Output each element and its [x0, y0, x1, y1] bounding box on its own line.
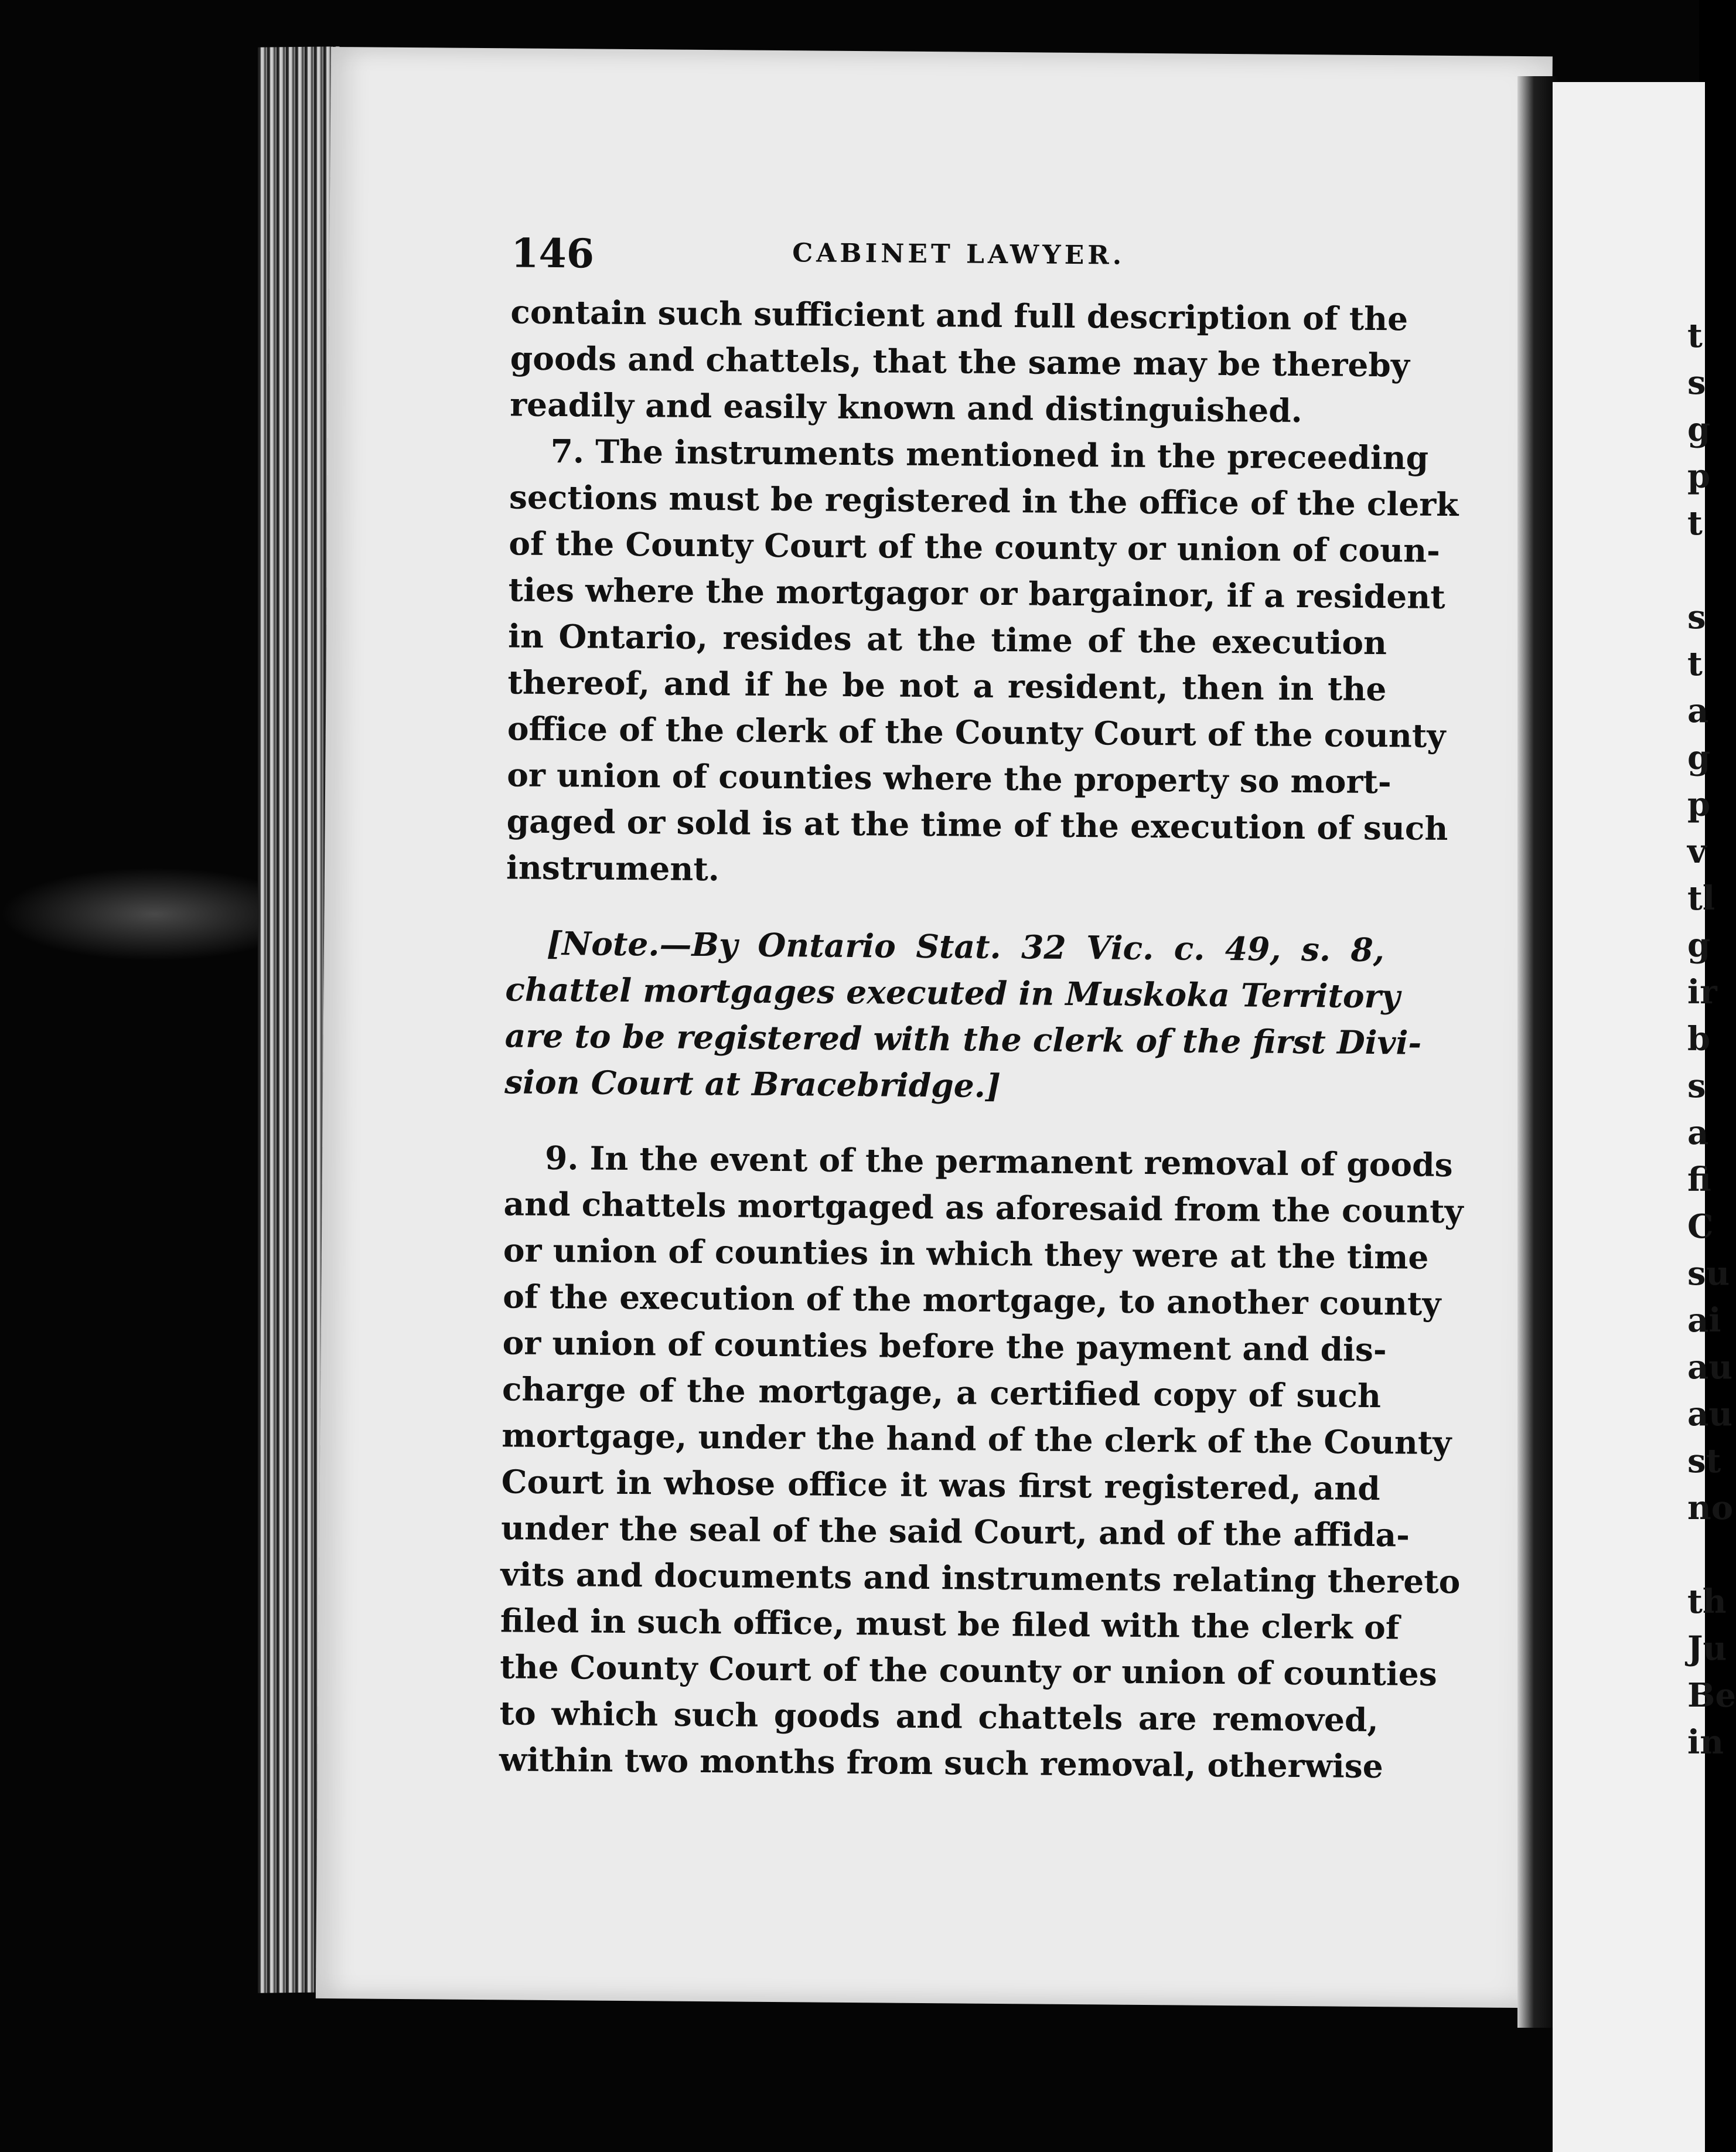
- facing-page-fragment: g: [1687, 926, 1711, 965]
- text-line: charge of the mortgage, a certified copy of such: [502, 1370, 1382, 1415]
- text-line: or union of counties in which they were at the time: [503, 1231, 1429, 1276]
- text-line: [Note.—By Ontario Stat. 32 Vic. c. 49, s. 8,: [546, 924, 1385, 969]
- text-line: to which such goods and chattels are removed,: [499, 1694, 1379, 1739]
- text-line: chattel mortgages executed in Muskoka Territory: [505, 970, 1400, 1016]
- text-line: 7. The instruments mentioned in the preceeding: [550, 431, 1429, 477]
- facing-page-fragment: g: [1687, 738, 1711, 777]
- facing-page-fragment: s: [1687, 363, 1706, 402]
- text-line: under the seal of the said Court, and of the affida-: [500, 1509, 1410, 1554]
- text-line: readily and easily known and distinguished.: [509, 385, 1303, 430]
- text-line: filed in such office, must be filed with the clerk of: [500, 1601, 1400, 1647]
- left-page: [316, 47, 1553, 2008]
- text-line: in Ontario, resides at the time of the execution: [507, 617, 1387, 662]
- facing-page-fragment: t: [1687, 645, 1703, 683]
- text-line: vits and documents and instruments relating thereto: [500, 1555, 1461, 1601]
- text-line: are to be registered with the clerk of the first Divi-: [504, 1016, 1422, 1062]
- text-line: thereof, and if he be not a resident, then in the: [507, 663, 1387, 709]
- facing-page-fragment: t: [1687, 316, 1703, 355]
- text-line: 9. In the event of the permanent removal of goods: [544, 1138, 1453, 1184]
- facing-page-fragment: ai: [1687, 1301, 1721, 1340]
- facing-page-fragment: st: [1687, 1442, 1721, 1480]
- facing-page-fragment: a: [1687, 692, 1709, 730]
- text-line: contain such sufficient and full description of the: [510, 292, 1408, 338]
- facing-page-fragment: p: [1687, 457, 1711, 496]
- text-line: of the execution of the mortgage, to another county: [503, 1277, 1441, 1323]
- text-line: sion Court at Bracebridge.]: [504, 1063, 1001, 1105]
- text-line: office of the clerk of the County Court of the county: [507, 709, 1446, 755]
- facing-page-fragment: in: [1687, 1723, 1724, 1762]
- facing-page-fragment: a: [1687, 1114, 1709, 1152]
- running-head: CABINET LAWYER.: [792, 238, 1125, 271]
- text-line: sections must be registered in the office of the clerk: [509, 478, 1459, 524]
- facing-page-fragment: s: [1687, 598, 1706, 636]
- facing-page-fragment: Ju: [1687, 1629, 1727, 1668]
- facing-page-edge: [1553, 82, 1736, 2152]
- facing-page-fragment: tl: [1687, 879, 1715, 918]
- text-line: gaged or sold is at the time of the execution of such: [506, 802, 1448, 848]
- facing-page-fragment: ir: [1687, 973, 1717, 1012]
- editorial-note: [504, 920, 1422, 1112]
- facing-page-fragment: su: [1687, 1254, 1730, 1293]
- text-line: ties where the mortgagor or bargainor, if a resident: [508, 570, 1445, 616]
- facing-page-fragment: au: [1687, 1395, 1732, 1433]
- section-7-paragraph: [506, 427, 1459, 897]
- facing-page-fragment: p: [1687, 785, 1711, 824]
- facing-page-fragment: g: [1687, 410, 1711, 449]
- facing-page-fragment: C: [1687, 1207, 1714, 1246]
- text-line: of the County Court of the county or union of coun-: [509, 524, 1441, 570]
- text-line: or union of counties where the property so mort-: [507, 755, 1391, 801]
- facing-page-fragment: no: [1687, 1489, 1734, 1527]
- text-line: the County Court of the county or union of counties: [500, 1647, 1438, 1693]
- text-line: or union of counties before the payment and dis-: [502, 1323, 1387, 1369]
- facing-page-fragment: th: [1687, 1582, 1727, 1621]
- page-header: [511, 224, 1390, 295]
- facing-page-fragment: v: [1687, 832, 1707, 871]
- facing-page-fragment: Be: [1687, 1676, 1736, 1715]
- page-number: 146: [510, 230, 595, 278]
- facing-page-fragment: b: [1687, 1020, 1711, 1058]
- text-line: and chattels mortgaged as aforesaid from the county: [503, 1184, 1464, 1231]
- text-line: instrument.: [506, 848, 720, 888]
- section-9-paragraph: [499, 1134, 1464, 1789]
- page-text-block: [499, 224, 1464, 1789]
- facing-page-fragment: fi: [1687, 1160, 1711, 1199]
- text-line: Court in whose office it was first registered, and: [501, 1462, 1380, 1508]
- text-line: mortgage, under the hand of the clerk of the County: [502, 1416, 1452, 1462]
- facing-page-fragment: au: [1687, 1348, 1732, 1387]
- text-line: within two months from such removal, otherwise: [499, 1740, 1384, 1786]
- facing-page-fragment: s: [1687, 1067, 1706, 1105]
- scan-smudge: [0, 867, 258, 961]
- paragraph-continuation: [509, 288, 1410, 434]
- facing-page-fragment: t: [1687, 504, 1703, 543]
- text-line: goods and chattels, that the same may be thereby: [510, 339, 1410, 384]
